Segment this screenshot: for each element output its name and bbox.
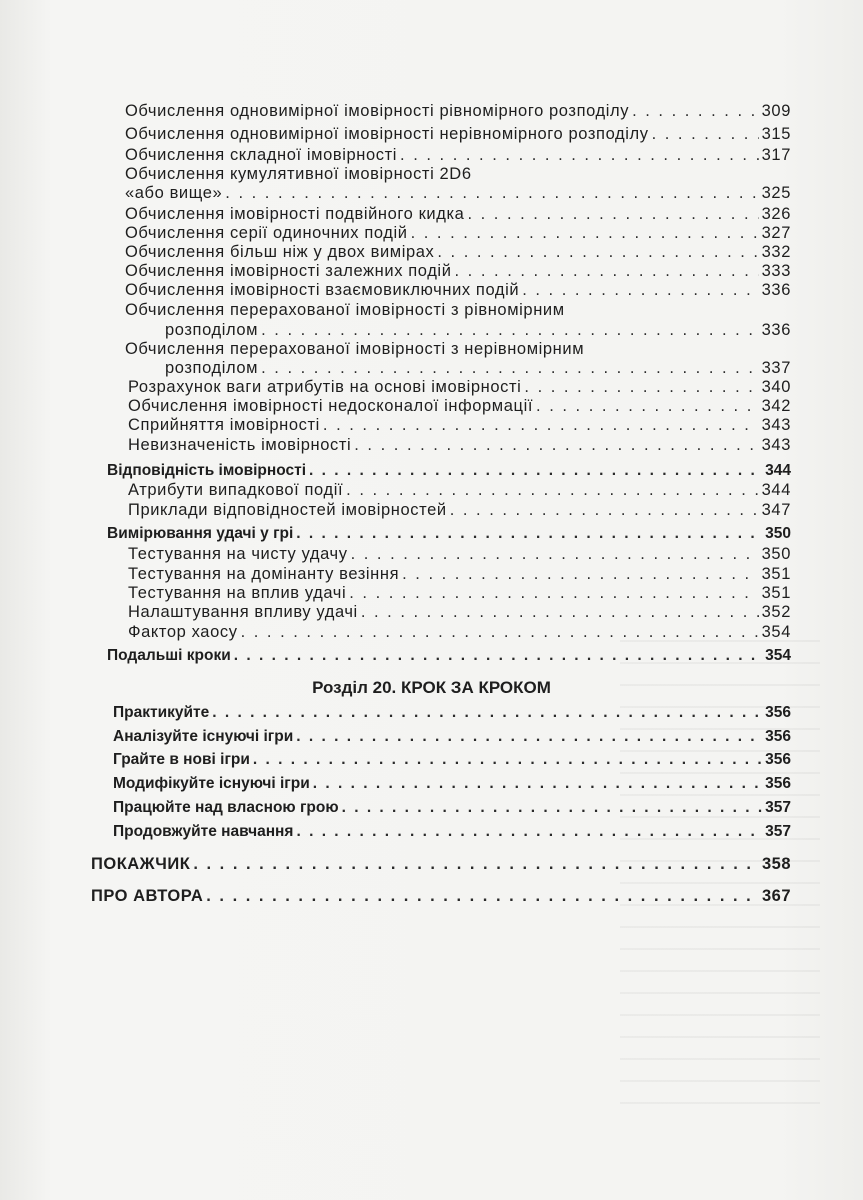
toc-entry[interactable]: Обчислення одновимірної імовірності нерівномірного розподілу . . . 315: [125, 126, 791, 143]
toc-chapter[interactable]: ПРО АВТОРА . . . 367: [91, 888, 791, 905]
toc-entry[interactable]: Обчислення одновимірної імовірності рівномірного розподілу . . . 309: [125, 103, 791, 120]
toc-section[interactable]: Продовжуйте навчання . . . 357: [113, 824, 791, 840]
toc-entry[interactable]: Тестування на вплив удачі . . . 351: [128, 585, 791, 602]
toc-entry[interactable]: Обчислення складної імовірності . . . 317: [125, 147, 791, 164]
toc-section[interactable]: Відповідність імовірності . . . 344: [107, 463, 791, 479]
toc-entry[interactable]: Обчислення імовірності подвійного кидка . . . 326: [125, 206, 791, 223]
toc-section[interactable]: Аналізуйте існуючі ігри . . . 356: [113, 729, 791, 745]
toc-entry[interactable]: розподілом . . . 337: [165, 360, 791, 377]
toc-section[interactable]: Модифікуйте існуючі ігри . . . 356: [113, 776, 791, 792]
toc-section[interactable]: Грайте в нові ігри . . . 356: [113, 752, 791, 768]
toc-section[interactable]: Вимірювання удачі у грі . . . 350: [107, 526, 791, 542]
toc-entry[interactable]: Обчислення імовірності залежних подій . . . 333: [125, 263, 791, 280]
toc-section[interactable]: Працюйте над власною грою . . . 357: [113, 800, 791, 816]
toc-entry[interactable]: Розрахунок ваги атрибутів на основі імовірності . . . 340: [128, 379, 791, 396]
toc-entry[interactable]: Обчислення серії одиночних подій . . . 327: [125, 225, 791, 242]
toc-entry-first-line: Обчислення кумулятивної імовірності 2D6: [125, 165, 472, 183]
toc-section[interactable]: Подальші кроки . . . 354: [107, 648, 791, 664]
chapter-heading: Розділ 20. КРОК ЗА КРОКОМ: [312, 678, 551, 697]
toc-entry[interactable]: «або вище» . . . 325: [125, 185, 791, 202]
toc-entry[interactable]: Атрибути випадкової події . . . 344: [128, 482, 791, 499]
toc-entry[interactable]: Обчислення більш ніж у двох вимірах . . . 332: [125, 244, 791, 261]
toc-section[interactable]: Практикуйте . . . 356: [113, 705, 791, 721]
toc-entry-first-line: Обчислення перерахованої імовірності з рівномірним: [125, 301, 565, 319]
toc-entry[interactable]: Сприйняття імовірності . . . 343: [128, 417, 791, 434]
toc-entry[interactable]: Невизначеність імовірності . . . 343: [128, 437, 791, 454]
toc-entry[interactable]: Тестування на чисту удачу . . . 350: [128, 546, 791, 563]
toc-entry[interactable]: Приклади відповідностей імовірностей . . . 347: [128, 502, 791, 519]
toc-entry[interactable]: розподілом . . . 336: [165, 322, 791, 339]
toc-entry-first-line: Обчислення перерахованої імовірності з нерівномірним: [125, 340, 585, 358]
toc-chapter[interactable]: ПОКАЖЧИК . . . 358: [91, 856, 791, 873]
toc-entry[interactable]: Фактор хаосу . . . 354: [128, 624, 791, 641]
toc-entry[interactable]: Налаштування впливу удачі . . . 352: [128, 604, 791, 621]
toc-entry[interactable]: Обчислення імовірності недосконалої інформації . . . 342: [128, 398, 791, 415]
toc-entry[interactable]: Тестування на домінанту везіння . . . 351: [128, 566, 791, 583]
toc-entry[interactable]: Обчислення імовірності взаємовиключних подій . . . 336: [125, 282, 791, 299]
